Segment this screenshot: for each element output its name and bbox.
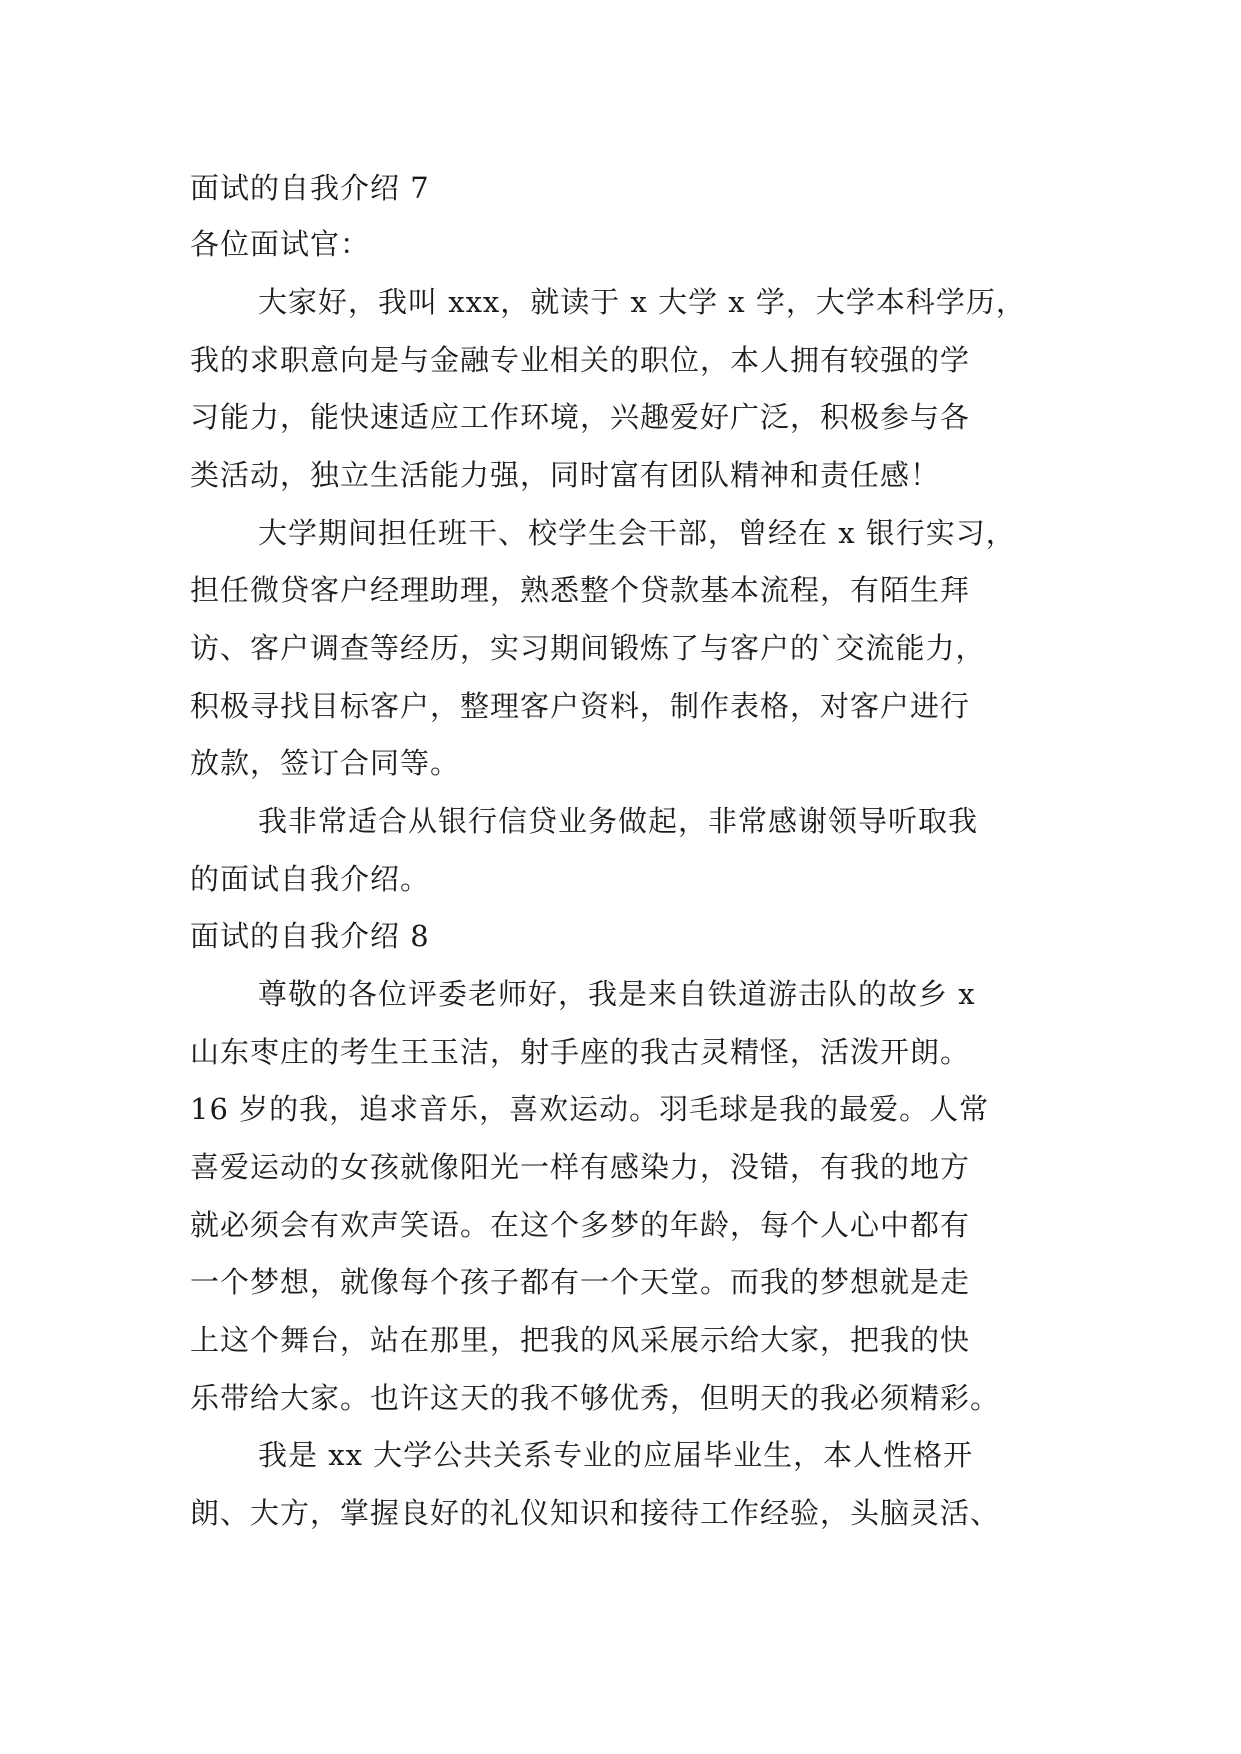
paragraph-line: 访、客户调查等经历，实习期间锻炼了与客户的`交流能力，: [190, 631, 986, 665]
paragraph-line: 一个梦想，就像每个孩子都有一个天堂。而我的梦想就是走: [190, 1265, 971, 1299]
paragraph-line: 我非常适合从银行信贷业务做起，非常感谢领导听取我: [258, 804, 979, 838]
paragraph-line: 乐带给大家。也许这天的我不够优秀，但明天的我必须精彩。: [190, 1381, 1001, 1415]
paragraph-line: 山东枣庄的考生王玉洁，射手座的我古灵精怪，活泼开朗。: [190, 1035, 971, 1069]
paragraph-line: 上这个舞台，站在那里，把我的风采展示给大家，把我的快: [190, 1323, 971, 1357]
paragraph-line: 喜爱运动的女孩就像阳光一样有感染力，没错，有我的地方: [190, 1150, 971, 1184]
salutation: 各位面试官：: [190, 227, 371, 261]
paragraph-line: 大学期间担任班干、校学生会干部，曾经在 x 银行实习，: [258, 516, 1016, 550]
paragraph-line: 就必须会有欢声笑语。在这个多梦的年龄，每个人心中都有: [190, 1208, 971, 1242]
section-heading-7: 面试的自我介绍 7: [190, 171, 430, 205]
paragraph-line: 大家好，我叫 xxx，就读于 x 大学 x 学，大学本科学历，: [258, 285, 1026, 319]
paragraph-line: 习能力，能快速适应工作环境，兴趣爱好广泛，积极参与各: [190, 400, 971, 434]
paragraph-line: 尊敬的各位评委老师好，我是来自铁道游击队的故乡 x: [258, 977, 976, 1011]
section-heading-8: 面试的自我介绍 8: [190, 919, 430, 953]
paragraph-line: 我的求职意向是与金融专业相关的职位，本人拥有较强的学: [190, 343, 971, 377]
paragraph-line: 的面试自我介绍。: [190, 862, 431, 896]
paragraph-line: 16 岁的我，追求音乐，喜欢运动。羽毛球是我的最爱。人常: [190, 1092, 990, 1126]
paragraph-line: 类活动，独立生活能力强，同时富有团队精神和责任感！: [190, 458, 941, 492]
paragraph-line: 朗、大方，掌握良好的礼仪知识和接待工作经验，头脑灵活、: [190, 1496, 1001, 1530]
paragraph-line: 我是 xx 大学公共关系专业的应届毕业生，本人性格开: [258, 1438, 974, 1472]
paragraph-line: 担任微贷客户经理助理，熟悉整个贷款基本流程，有陌生拜: [190, 573, 971, 607]
paragraph-line: 积极寻找目标客户，整理客户资料，制作表格，对客户进行: [190, 689, 971, 723]
paragraph-line: 放款，签订合同等。: [190, 746, 461, 780]
